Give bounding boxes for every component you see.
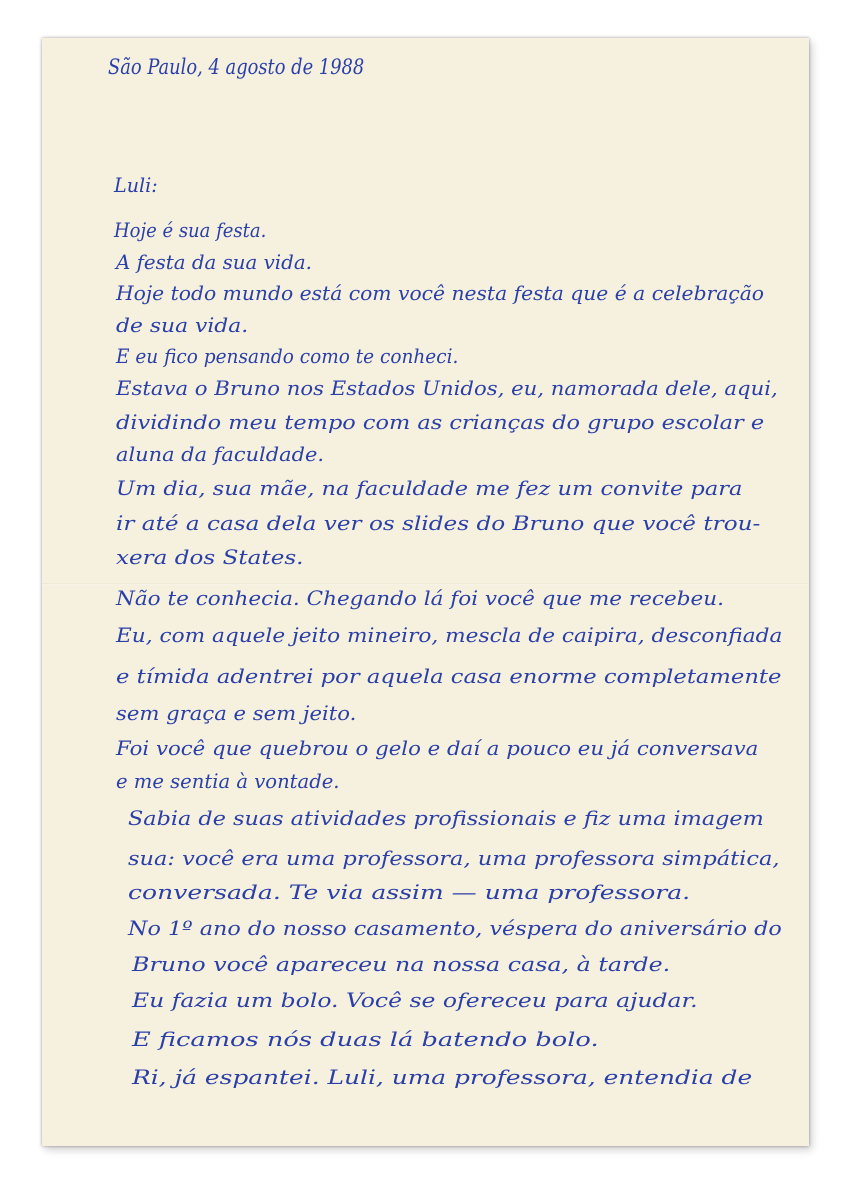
letter-line: ir até a casa dela ver os slides do Bruno que você trou- bbox=[116, 511, 761, 535]
letter-line: Hoje todo mundo está com você nesta festa que é a celebração bbox=[116, 281, 764, 305]
letter-line: No 1º ano do nosso casamento, véspera do aniversário do bbox=[128, 916, 782, 940]
letter-line: sua: você era uma professora, uma professora simpática, bbox=[128, 846, 780, 870]
letter-date: São Paulo, 4 agosto de 1988 bbox=[108, 55, 365, 79]
letter-line: Foi você que quebrou o gelo e daí a pouco eu já conversava bbox=[116, 736, 759, 760]
letter-line: Hoje é sua festa. bbox=[114, 218, 267, 242]
letter-line: xera dos States. bbox=[116, 545, 304, 569]
letter-line: Um dia, sua mãe, na faculdade me fez um convite para bbox=[116, 476, 743, 500]
letter-line: Não te conhecia. Chegando lá foi você que me recebeu. bbox=[116, 586, 724, 610]
paper-fold bbox=[42, 583, 809, 585]
letter-line: sem graça e sem jeito. bbox=[116, 701, 357, 725]
letter-line: E eu fico pensando como te conheci. bbox=[116, 344, 459, 368]
letter-line: aluna da faculdade. bbox=[116, 442, 324, 466]
letter-line: e me sentia à vontade. bbox=[116, 769, 340, 793]
letter-line: dividindo meu tempo com as crianças do grupo escolar e bbox=[116, 410, 765, 434]
letter-line: Estava o Bruno nos Estados Unidos, eu, namorada dele, aqui, bbox=[116, 376, 778, 400]
letter-line: de sua vida. bbox=[116, 313, 249, 337]
letter-line: conversada. Te via assim — uma professora. bbox=[128, 880, 691, 904]
letter-line: Eu, com aquele jeito mineiro, mescla de caipira, desconfiada bbox=[116, 623, 783, 647]
letter-page bbox=[42, 38, 809, 1146]
letter-line: Bruno você apareceu na nossa casa, à tarde. bbox=[132, 952, 671, 976]
letter-line: Eu fazia um bolo. Você se ofereceu para ajudar. bbox=[132, 988, 698, 1012]
letter-line: E ficamos nós duas lá batendo bolo. bbox=[132, 1027, 599, 1051]
letter-line: Ri, já espantei. Luli, uma professora, entendia de bbox=[132, 1065, 753, 1089]
letter-line: e tímida adentrei por aquela casa enorme completamente bbox=[116, 664, 782, 688]
letter-salutation: Luli: bbox=[114, 173, 158, 197]
letter-line: Sabia de suas atividades profissionais e fiz uma imagem bbox=[128, 806, 764, 830]
letter-line: A festa da sua vida. bbox=[116, 250, 312, 274]
